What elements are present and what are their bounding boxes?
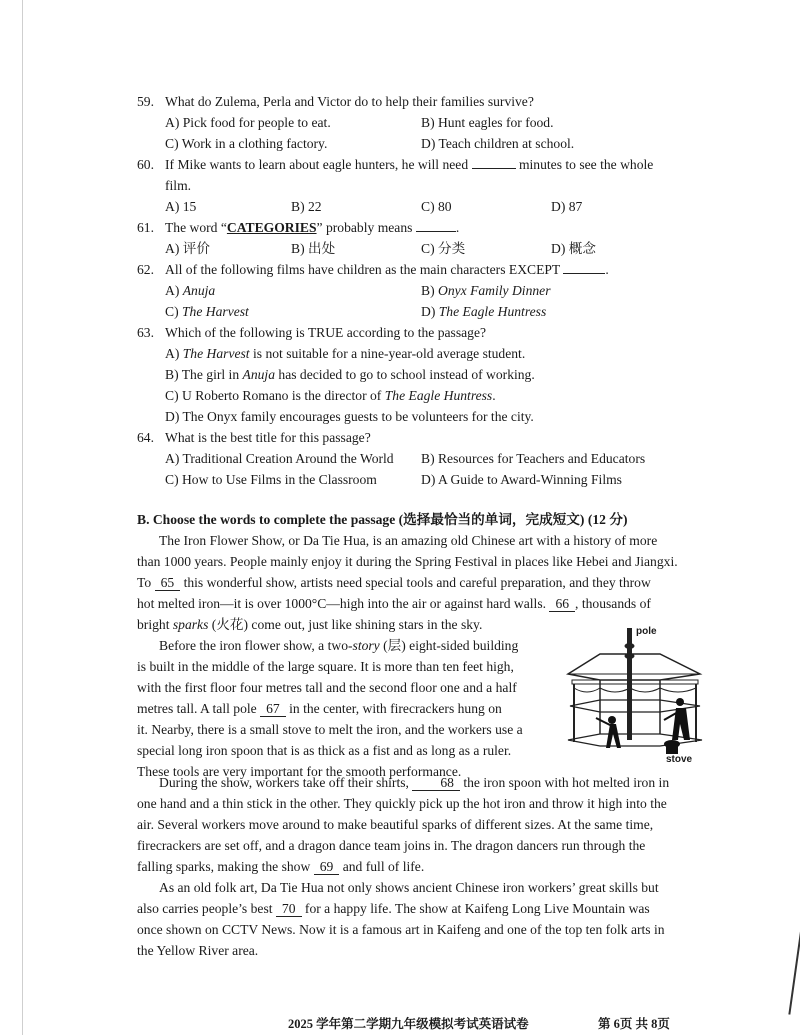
text-fragment: in the center, with firecrackers hung on <box>289 701 502 716</box>
option-text: A) <box>165 346 183 361</box>
passage-paragraph-4 <box>137 877 707 961</box>
blank-66[interactable]: 66 <box>549 597 575 612</box>
film-title: The Eagle Huntress <box>384 388 493 403</box>
text-line: is built in the middle of the large square. It is more than ten feet high, <box>137 659 514 674</box>
blank-65[interactable]: 65 <box>155 576 181 591</box>
question-60 <box>137 155 653 175</box>
blank-67[interactable]: 67 <box>260 702 286 717</box>
question-text-cont: minutes to see the whole <box>518 157 654 172</box>
question-number: 59. <box>137 94 154 109</box>
option-59-d[interactable]: D) Teach children at school. <box>421 136 575 151</box>
option-63-a[interactable] <box>165 344 525 364</box>
option-text: B) The girl in <box>165 367 243 382</box>
question-text: The word “ <box>165 220 227 235</box>
option-62-d[interactable] <box>421 302 546 322</box>
question-number: 60. <box>137 157 154 172</box>
option-letter: C) <box>165 304 182 319</box>
question-text: What is the best title for this passage? <box>165 430 371 445</box>
text-line <box>137 698 552 719</box>
text-line <box>137 572 707 593</box>
option-text: is not suitable for a nine-year-old average student. <box>249 346 526 361</box>
option-60-c[interactable]: C) 80 <box>421 199 452 214</box>
answer-blank[interactable] <box>472 156 516 169</box>
film-title: Anuja <box>242 367 276 382</box>
text-line: one hand and a thin stick in the other. They quickly pick up the hot iron and throw it high into the <box>137 796 667 811</box>
question-text: What do Zulema, Perla and Victor do to help their families survive? <box>165 94 534 109</box>
blank-70[interactable]: 70 <box>276 902 302 917</box>
text-fragment: hot melted iron—it is over 1000°C—high into the air or against hard walls. <box>137 596 547 611</box>
film-title: Anuja <box>182 283 216 298</box>
question-text: All of the following films have children as the main characters EXCEPT <box>165 262 560 277</box>
option-60-a[interactable]: A) 15 <box>165 199 197 214</box>
blank-68[interactable]: 68 <box>412 776 460 791</box>
film-title: The Harvest <box>182 304 249 319</box>
text-fragment: Before the iron flower show, a two- <box>159 638 353 653</box>
text-line <box>137 856 707 877</box>
section-b-title: B. Choose the words to complete the passage (选择最恰当的单词，完成短文) (12 分) <box>137 512 628 527</box>
option-letter: A) <box>165 283 183 298</box>
option-text: D) The Onyx family encourages guests to be volunteers for the city. <box>165 409 534 424</box>
question-number: 64. <box>137 430 154 445</box>
question-62: 62. All of the following films have children as the main characters EXCEPT . <box>137 260 609 280</box>
stove-label: stove <box>666 754 693 765</box>
option-59-c[interactable]: C) Work in a clothing factory. <box>165 136 328 151</box>
text-line: air. Several workers move around to make beautiful sparks of different sizes. At the same time, <box>137 817 654 832</box>
text-line <box>137 593 707 614</box>
option-text: C) U Roberto Romano is the director of <box>165 388 385 403</box>
iron-flower-building-illustration <box>560 622 710 770</box>
text-fragment: this wonderful show, artists need special tools and careful preparation, and they throw <box>183 575 651 590</box>
option-63-c[interactable] <box>165 386 496 406</box>
text-line: These tools are very important for the smooth performance. <box>137 764 462 779</box>
text-line: special long iron spoon that is as thick as a fist and as long as a ruler. <box>137 743 512 758</box>
passage-paragraph-3 <box>137 772 707 877</box>
text-fragment: sparks <box>172 617 209 632</box>
text-fragment: bright <box>137 617 173 632</box>
text-line: the Yellow River area. <box>137 943 259 958</box>
text-fragment: story <box>352 638 380 653</box>
film-title: Onyx Family Dinner <box>438 283 551 298</box>
option-62-c[interactable] <box>165 302 249 322</box>
option-62-b[interactable] <box>421 281 551 301</box>
text-line: The Iron Flower Show, or Da Tie Hua, is an amazing old Chinese art with a history of more <box>159 533 658 548</box>
text-fragment: also carries people’s best <box>137 901 273 916</box>
question-number: 63. <box>137 325 154 340</box>
building-drawing <box>560 622 710 770</box>
text-fragment: metres tall. A tall pole <box>137 701 257 716</box>
text-line <box>137 772 707 793</box>
option-59-b[interactable]: B) Hunt eagles for food. <box>421 115 554 130</box>
text-fragment: , thousands of <box>575 596 651 611</box>
option-64-c[interactable]: C) How to Use Films in the Classroom <box>165 472 377 487</box>
text-line: it. Nearby, there is a small stove to melt the iron, and the workers use a <box>137 722 523 737</box>
question-63 <box>137 323 486 343</box>
question-text-line2: film. <box>165 178 192 193</box>
answer-blank[interactable] <box>416 219 456 232</box>
option-letter: D) <box>421 304 439 319</box>
question-59 <box>137 92 534 112</box>
text-fragment: the iron spoon with hot melted iron in <box>463 775 670 790</box>
option-text: has decided to go to school instead of working. <box>275 367 535 382</box>
option-61-c[interactable]: C) 分类 <box>421 241 466 256</box>
passage-paragraph-1 <box>137 530 707 635</box>
page-edge-line <box>22 0 23 1035</box>
text-line: firecrackers are set off, and a dragon dance team joins in. The dragon dancers run through the <box>137 838 646 853</box>
footer-exam-title: 2025 学年第二学期九年级模拟考试英语试卷 <box>288 1017 529 1031</box>
question-text: Which of the following is TRUE according to the passage? <box>165 325 487 340</box>
text-fragment: (层) eight-sided building <box>379 638 519 653</box>
passage-paragraph-2 <box>137 635 552 782</box>
option-text: . <box>492 388 496 403</box>
option-61-a[interactable]: A) 评价 <box>165 241 210 256</box>
question-64 <box>137 428 371 448</box>
option-61-d[interactable]: D) 概念 <box>551 241 596 256</box>
option-60-b[interactable]: B) 22 <box>291 199 322 214</box>
option-59-a[interactable]: A) Pick food for people to eat. <box>165 115 331 130</box>
option-62-a[interactable] <box>165 281 215 301</box>
text-fragment: To <box>137 575 152 590</box>
footer-page-number: 第 6页 共 8页 <box>598 1017 670 1031</box>
option-63-d[interactable] <box>165 407 534 427</box>
option-60-d[interactable]: D) 87 <box>551 199 583 214</box>
option-64-b[interactable]: B) Resources for Teachers and Educators <box>421 451 646 466</box>
text-line: than 1000 years. People mainly enjoy it during the Spring Festival in places like Hebei and Jiangxi. <box>137 554 678 569</box>
page-edge-mark <box>788 905 800 1014</box>
text-fragment: (火花) come out, just like shining stars in the sky. <box>208 617 483 632</box>
option-letter: B) <box>421 283 438 298</box>
text-fragment: falling sparks, making the show <box>137 859 311 874</box>
question-text-cont: ” probably means <box>316 220 413 235</box>
option-64-d[interactable]: D) A Guide to Award-Winning Films <box>421 472 622 487</box>
pole-label: pole <box>636 626 657 637</box>
text-fragment: During the show, workers take off their shirts, <box>159 775 409 790</box>
text-line: with the first floor four metres tall and the second floor one and a half <box>137 680 517 695</box>
text-fragment: and full of life. <box>342 859 425 874</box>
text-line: As an old folk art, Da Tie Hua not only shows ancient Chinese iron workers’ great skills but <box>159 880 659 895</box>
option-61-b[interactable]: B) 出处 <box>291 241 336 256</box>
film-title: The Harvest <box>182 346 250 361</box>
text-fragment: for a happy life. The show at Kaifeng Long Live Mountain was <box>304 901 650 916</box>
question-number: 61. <box>137 220 154 235</box>
text-line <box>137 635 552 656</box>
question-text: If Mike wants to learn about eagle hunters, he will need <box>165 157 469 172</box>
question-number: 62. <box>137 262 154 277</box>
option-64-a[interactable]: A) Traditional Creation Around the World <box>165 451 394 466</box>
text-line <box>137 898 707 919</box>
question-61: 61. The word “CATEGORIES” probably means . <box>137 218 459 238</box>
option-63-b[interactable] <box>165 365 535 385</box>
film-title: The Eagle Huntress <box>438 304 547 319</box>
keyword: CATEGORIES <box>226 220 317 235</box>
answer-blank[interactable] <box>563 261 605 274</box>
text-line: once shown on CCTV News. Now it is a famous art in Kaifeng and one of the top ten folk arts in <box>137 922 665 937</box>
blank-69[interactable]: 69 <box>314 860 340 875</box>
